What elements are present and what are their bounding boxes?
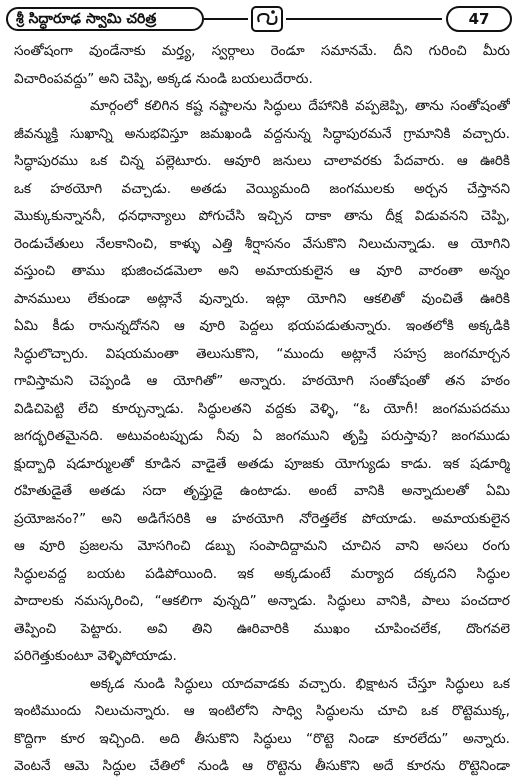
paragraph [14, 93, 510, 671]
text-line: పరిగెత్తుకుంటూ వెళ్ళిపోయాడు. [14, 648, 177, 664]
text-line: జగద్భరితమైనది. అటువంటప్పుడు నీవు ఏ జంగముని తృప్తి పరుస్తావు? జంగముడు [14, 428, 510, 444]
text-line: మార్గంలో కలిగిన కష్ట నష్టాలను సిద్ధులు దేహానికి వప్పజెప్పి, తాను సంతోషంతో [90, 98, 510, 114]
text-line: సిద్ధులవద్ద బయట పడిపోయింది. ఇక అక్కడుంటే మర్యాద దక్కదని సిద్ధుల [14, 565, 510, 582]
paragraph [14, 671, 510, 781]
text-line: ప్రయోజనం?” అని అడిగేసరికి ఆ హఠయోగి నోరెత్తలేక పోయాడు. అమాయకులైన [14, 510, 510, 527]
text-line: సిద్ధులొచ్చారు. విషయమంతా తెలుసుకొని, “ముందు అట్లానే సహస్ర జంగమార్చన [14, 345, 510, 362]
text-line: ఇంటిముందు నిలుచున్నారు. ఆ ఇంటిలోని సాధ్వి సిద్ధులను చూచి ఒక రొట్టెముక్క, [14, 703, 510, 719]
text-line: సంతోషంగా వుండేనాకు మర్త్య, స్వర్గాలు రెండూ సమానమే. దీని గురించి మీరు [14, 43, 510, 59]
header-rule-right [286, 18, 442, 20]
body-text [14, 38, 510, 781]
text-line: కొద్దిగా కూర ఇచ్చింది. అది తీసుకొని సిద్ధులు “రొట్టె నిండా కూరలేదు” అన్నారు. [14, 730, 510, 747]
om-emblem-icon [250, 4, 284, 34]
text-line: జీవన్ముక్తి సుఖాన్ని అనుభవిస్తూ జమఖండి వద్దనున్న సిద్ధాపురమనే గ్రామానికి వచ్చారు. [14, 125, 510, 142]
text-line: విచారింపవద్దు” అని చెప్పి, అక్కడ నుండి బయలుదేరారు. [14, 70, 313, 87]
text-line: గావిస్తామని చెప్పండి ఆ యోగితో” అన్నారు. హఠయోగి సంతోషంతో తన హఠం [14, 373, 510, 389]
text-line: వెంటనే ఆమె సిద్ధుల చేతిలో నుండి ఆ రొట్టెను తీసుకొని అదే కూరను రొట్టెనిండా [14, 758, 510, 774]
text-line: అక్కడ నుండి సిద్ధులు యాదవాడకు వచ్చారు. భిక్షాటన చేస్తూ సిద్ధులు ఒక [90, 675, 510, 692]
text-line: క్షుద్బాధి షడూర్ములతో కూడిన వాడైతే అతడు పూజకు యోగ్యుడు కాడు. ఇక షడూర్మి [14, 455, 510, 472]
header-rule-left [204, 18, 248, 20]
text-line: రెండుచేతులు నేలకానించి, కాళ్ళు ఎత్తి శీర్షాసనం వేసుకొని నిలుచున్నాడు. ఆ యోగిని [14, 235, 510, 252]
page-header [6, 4, 512, 34]
running-title: శ్రీ సిద్ధారూఢ స్వామి చరిత్ర [6, 7, 204, 31]
text-line: ఒక హఠయోగి వచ్చాడు. అతడు వెయ్యిమంది జంగములకు అర్చన చేస్తానని [14, 180, 510, 197]
text-line: సిద్ధాపురము ఒక చిన్న పల్లెటూరు. ఆవూరి జనులు చాలావరకు పేదవారు. ఆ ఊరికి [14, 153, 510, 169]
text-line: విడిచిపెట్టి లేచి కూర్చున్నాడు. సిద్ధులతని వద్దకు వెళ్ళి, “ఓ యోగీ! జంగమపదము [14, 400, 510, 417]
text-line: పానములు లేకుండా అట్లానే వున్నారు. ఇట్లా యోగిని ఆకలితో వుంచితే ఊరికి [14, 290, 510, 307]
paragraph [14, 38, 510, 93]
text-line: ఆ వూరి ప్రజలను మోసగించి డబ్బు సంపాదిద్దామని చూచిన వాని అసలు రంగు [14, 538, 510, 554]
text-line: వస్తుంచి తాము భుజించడమెలా అని అమాయకులైన ఆ వూరి వారంతా అన్నం [14, 263, 510, 279]
text-line: రహితుడైతే అతడు సదా తృప్తుడై ఉంటాడు. అంటే వానికి అన్నాదులతో ఏమి [14, 483, 510, 499]
page-number: 47 [446, 6, 512, 32]
text-line: ఏమి కీడు రానున్నదోనని ఆ వూరి పెద్దలు భయపడుతున్నారు. ఇంతలోకి అక్కడికి [14, 318, 510, 334]
text-line: పాదాలకు నమస్కరించి, “ఆకలిగా వున్నది” అన్నాడు. సిద్ధులు వానికి, పాలు పంచదార [14, 593, 510, 609]
text-line: మొక్కుకున్నాననీ, ధనధాన్యాలు పోగుచేసి ఇచ్చిన దాకా తాను దీక్ష విడువనని చెప్పి, [14, 208, 510, 224]
text-line: తెప్పించి పెట్టారు. అవి తిని ఊరివారికి ముఖం చూపించలేక, దొంగవలె [14, 620, 510, 637]
